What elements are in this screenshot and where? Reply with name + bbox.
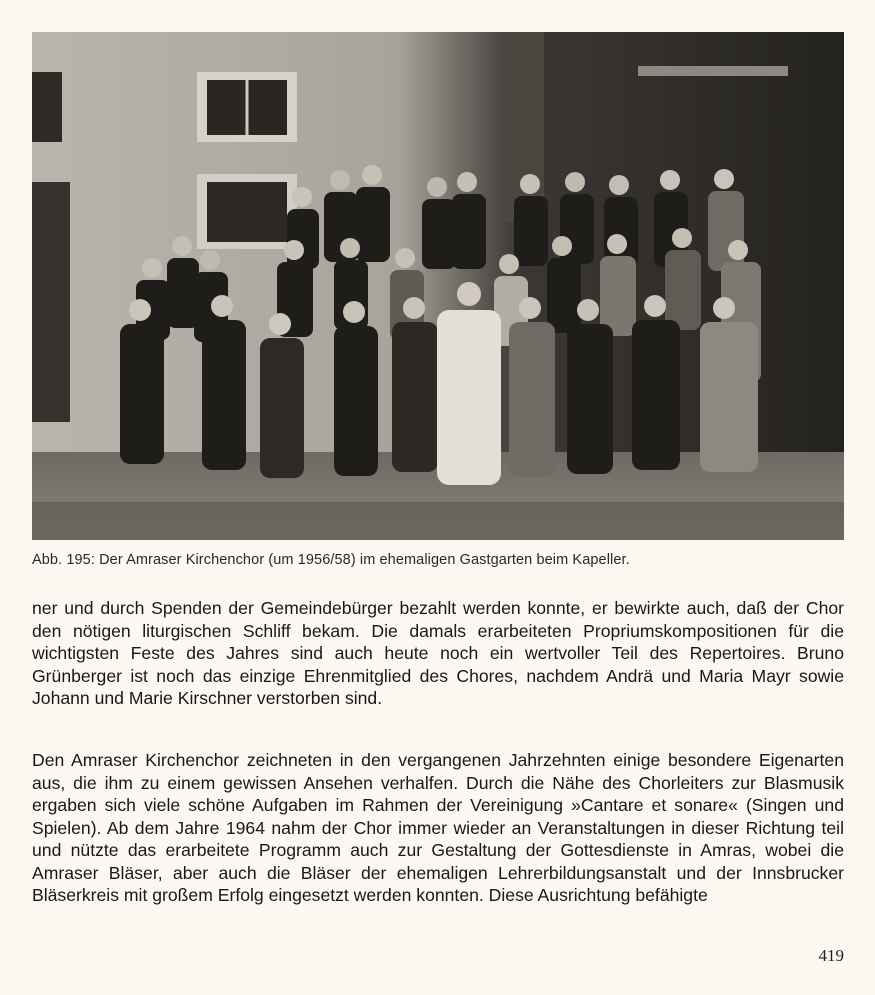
page-number: 419 — [818, 946, 844, 965]
tree-trunk — [502, 32, 544, 222]
body-paragraph: Den Amraser Kirchenchor zeichneten in den vergangenen Jahrzehnten einige besondere Eigenarten aus, die ihm zu einem gewissen Ansehen verhalfen. Durch die Nähe des Chorleiters zur Blasmusik ergaben sich viele schöne Aufgaben im Rahmen der Vereinigung »Cantare et sonare« (Singen und Spielen). Ab dem Jahre 1964 nahm der Chor immer wieder an Veranstaltungen in dieser Richtung teil und nützte das erarbeitete Programm auch zur Gestaltung der Gottesdienste in Amras, wobei die Amraser Bläser, aber auch die Bläser der ehemaligen Lehrerbildungsanstalt und der Innsbrucker Bläserkreis mit großem Erfolg eingesetzt werden konnten. Diese Ausrichtung befähigte — [32, 750, 844, 905]
priest-white-robe — [437, 310, 501, 485]
window — [207, 182, 287, 242]
choir-photograph — [32, 32, 844, 540]
door — [32, 182, 70, 422]
photo-caption: Abb. 195: Der Amraser Kirchenchor (um 1956/58) im ehemaligen Gastgarten beim Kapeller. — [32, 552, 630, 568]
body-paragraph: ner und durch Spenden der Gemeindebürger bezahlt werden konnte, er bewirkte auch, daß der Chor den nötigen liturgischen Schliff bekam. Die damals erarbeiteten Propriumskompositionen für die wichtigsten Feste des Jahres sind auch heute noch ein wertvoller Teil des Repertoires. Bruno Grünberger ist noch das einzige Ehrenmitglied des Chores, nachdem Andrä und Maria Mayr sowie Johann und Marie Kirschner verstorben sind. — [32, 598, 844, 708]
photo-illustration — [32, 32, 844, 540]
